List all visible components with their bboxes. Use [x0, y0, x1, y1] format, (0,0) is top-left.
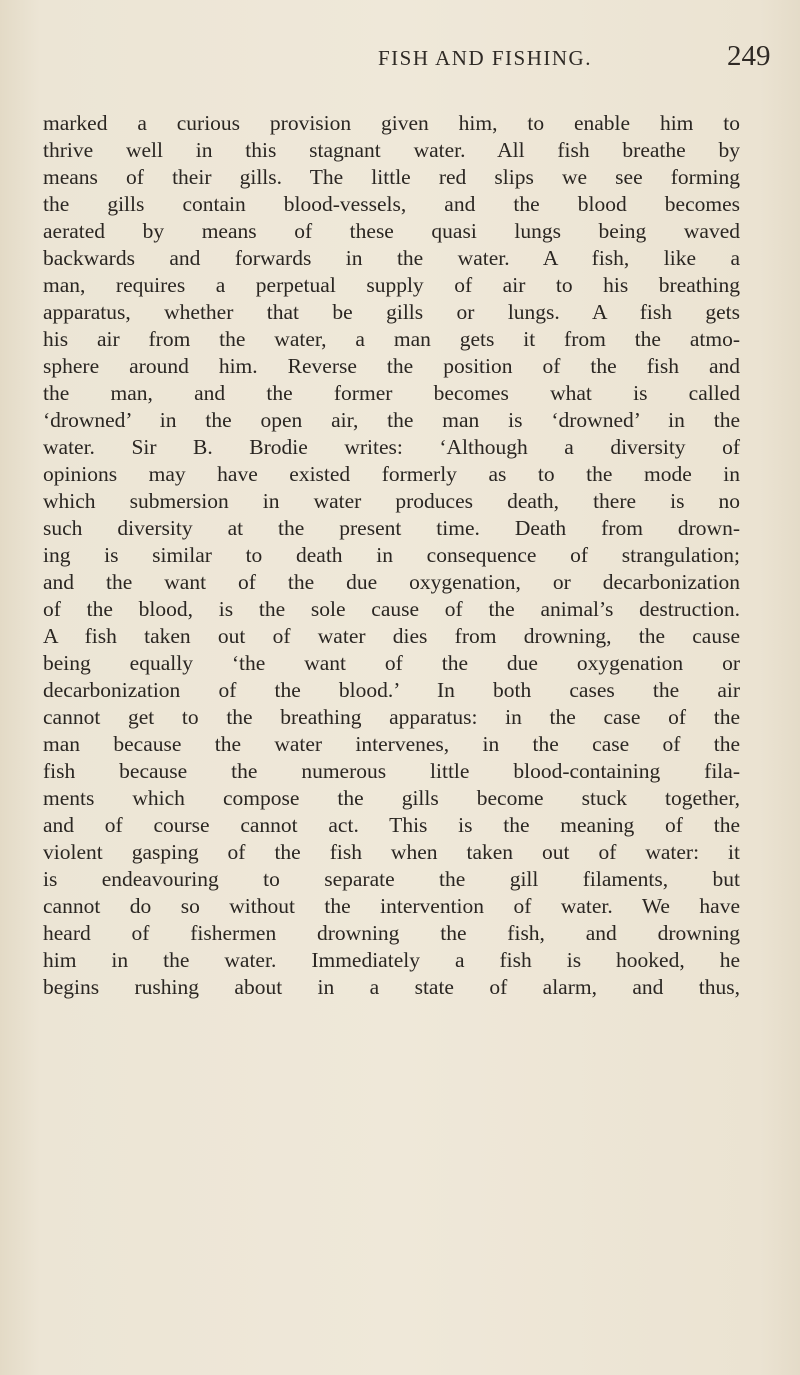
text-line: decarbonization of the blood.’ In both cases the air [43, 678, 740, 702]
text-line: him in the water. Immediately a fish is hooked, he [43, 948, 740, 972]
text-line: cannot get to the breathing apparatus: in the case of the [43, 705, 740, 729]
text-line: is endeavouring to separate the gill filaments, but [43, 867, 740, 891]
text-line: A fish taken out of water dies from drowning, the cause [43, 624, 740, 648]
text-line: ing is similar to death in consequence of strangulation; [43, 543, 740, 567]
text-line: begins rushing about in a state of alarm, and thus, [43, 975, 740, 999]
text-line: his air from the water, a man gets it from the atmo- [43, 327, 740, 351]
text-line: such diversity at the present time. Death from drown- [43, 516, 740, 540]
text-line: ‘drowned’ in the open air, the man is ‘drowned’ in the [43, 408, 740, 432]
text-line: opinions may have existed formerly as to the mode in [43, 462, 740, 486]
text-line: cannot do so without the intervention of water. We have [43, 894, 740, 918]
text-line: heard of fishermen drowning the fish, and drowning [43, 921, 740, 945]
text-line: the gills contain blood-vessels, and the blood becomes [43, 192, 740, 216]
text-line: which submersion in water produces death, there is no [43, 489, 740, 513]
text-line: of the blood, is the sole cause of the animal’s destruction. [43, 597, 740, 621]
text-line: thrive well in this stagnant water. All fish breathe by [43, 138, 740, 162]
text-line: ments which compose the gills become stuck together, [43, 786, 740, 810]
body-text [43, 110, 740, 1001]
text-line: sphere around him. Reverse the position of the fish and [43, 354, 740, 378]
text-line: man because the water intervenes, in the case of the [43, 732, 740, 756]
text-line: water. Sir B. Brodie writes: ‘Although a diversity of [43, 435, 740, 459]
page-number: 249 [727, 40, 771, 72]
text-line: and the want of the due oxygenation, or decarbonization [43, 570, 740, 594]
text-line: man, requires a perpetual supply of air to his breathing [43, 273, 740, 297]
page-header [0, 40, 800, 86]
text-line: and of course cannot act. This is the meaning of the [43, 813, 740, 837]
text-line: marked a curious provision given him, to enable him to [43, 111, 740, 135]
running-head: FISH AND FISHING. [378, 46, 592, 70]
text-line: means of their gills. The little red slips we see forming [43, 165, 740, 189]
text-line: the man, and the former becomes what is called [43, 381, 740, 405]
text-line: fish because the numerous little blood-containing fila- [43, 759, 740, 783]
text-line: violent gasping of the fish when taken out of water: it [43, 840, 740, 864]
text-line: backwards and forwards in the water. A fish, like a [43, 246, 740, 270]
text-line: apparatus, whether that be gills or lungs. A fish gets [43, 300, 740, 324]
text-line: aerated by means of these quasi lungs being waved [43, 219, 740, 243]
text-line: being equally ‘the want of the due oxygenation or [43, 651, 740, 675]
